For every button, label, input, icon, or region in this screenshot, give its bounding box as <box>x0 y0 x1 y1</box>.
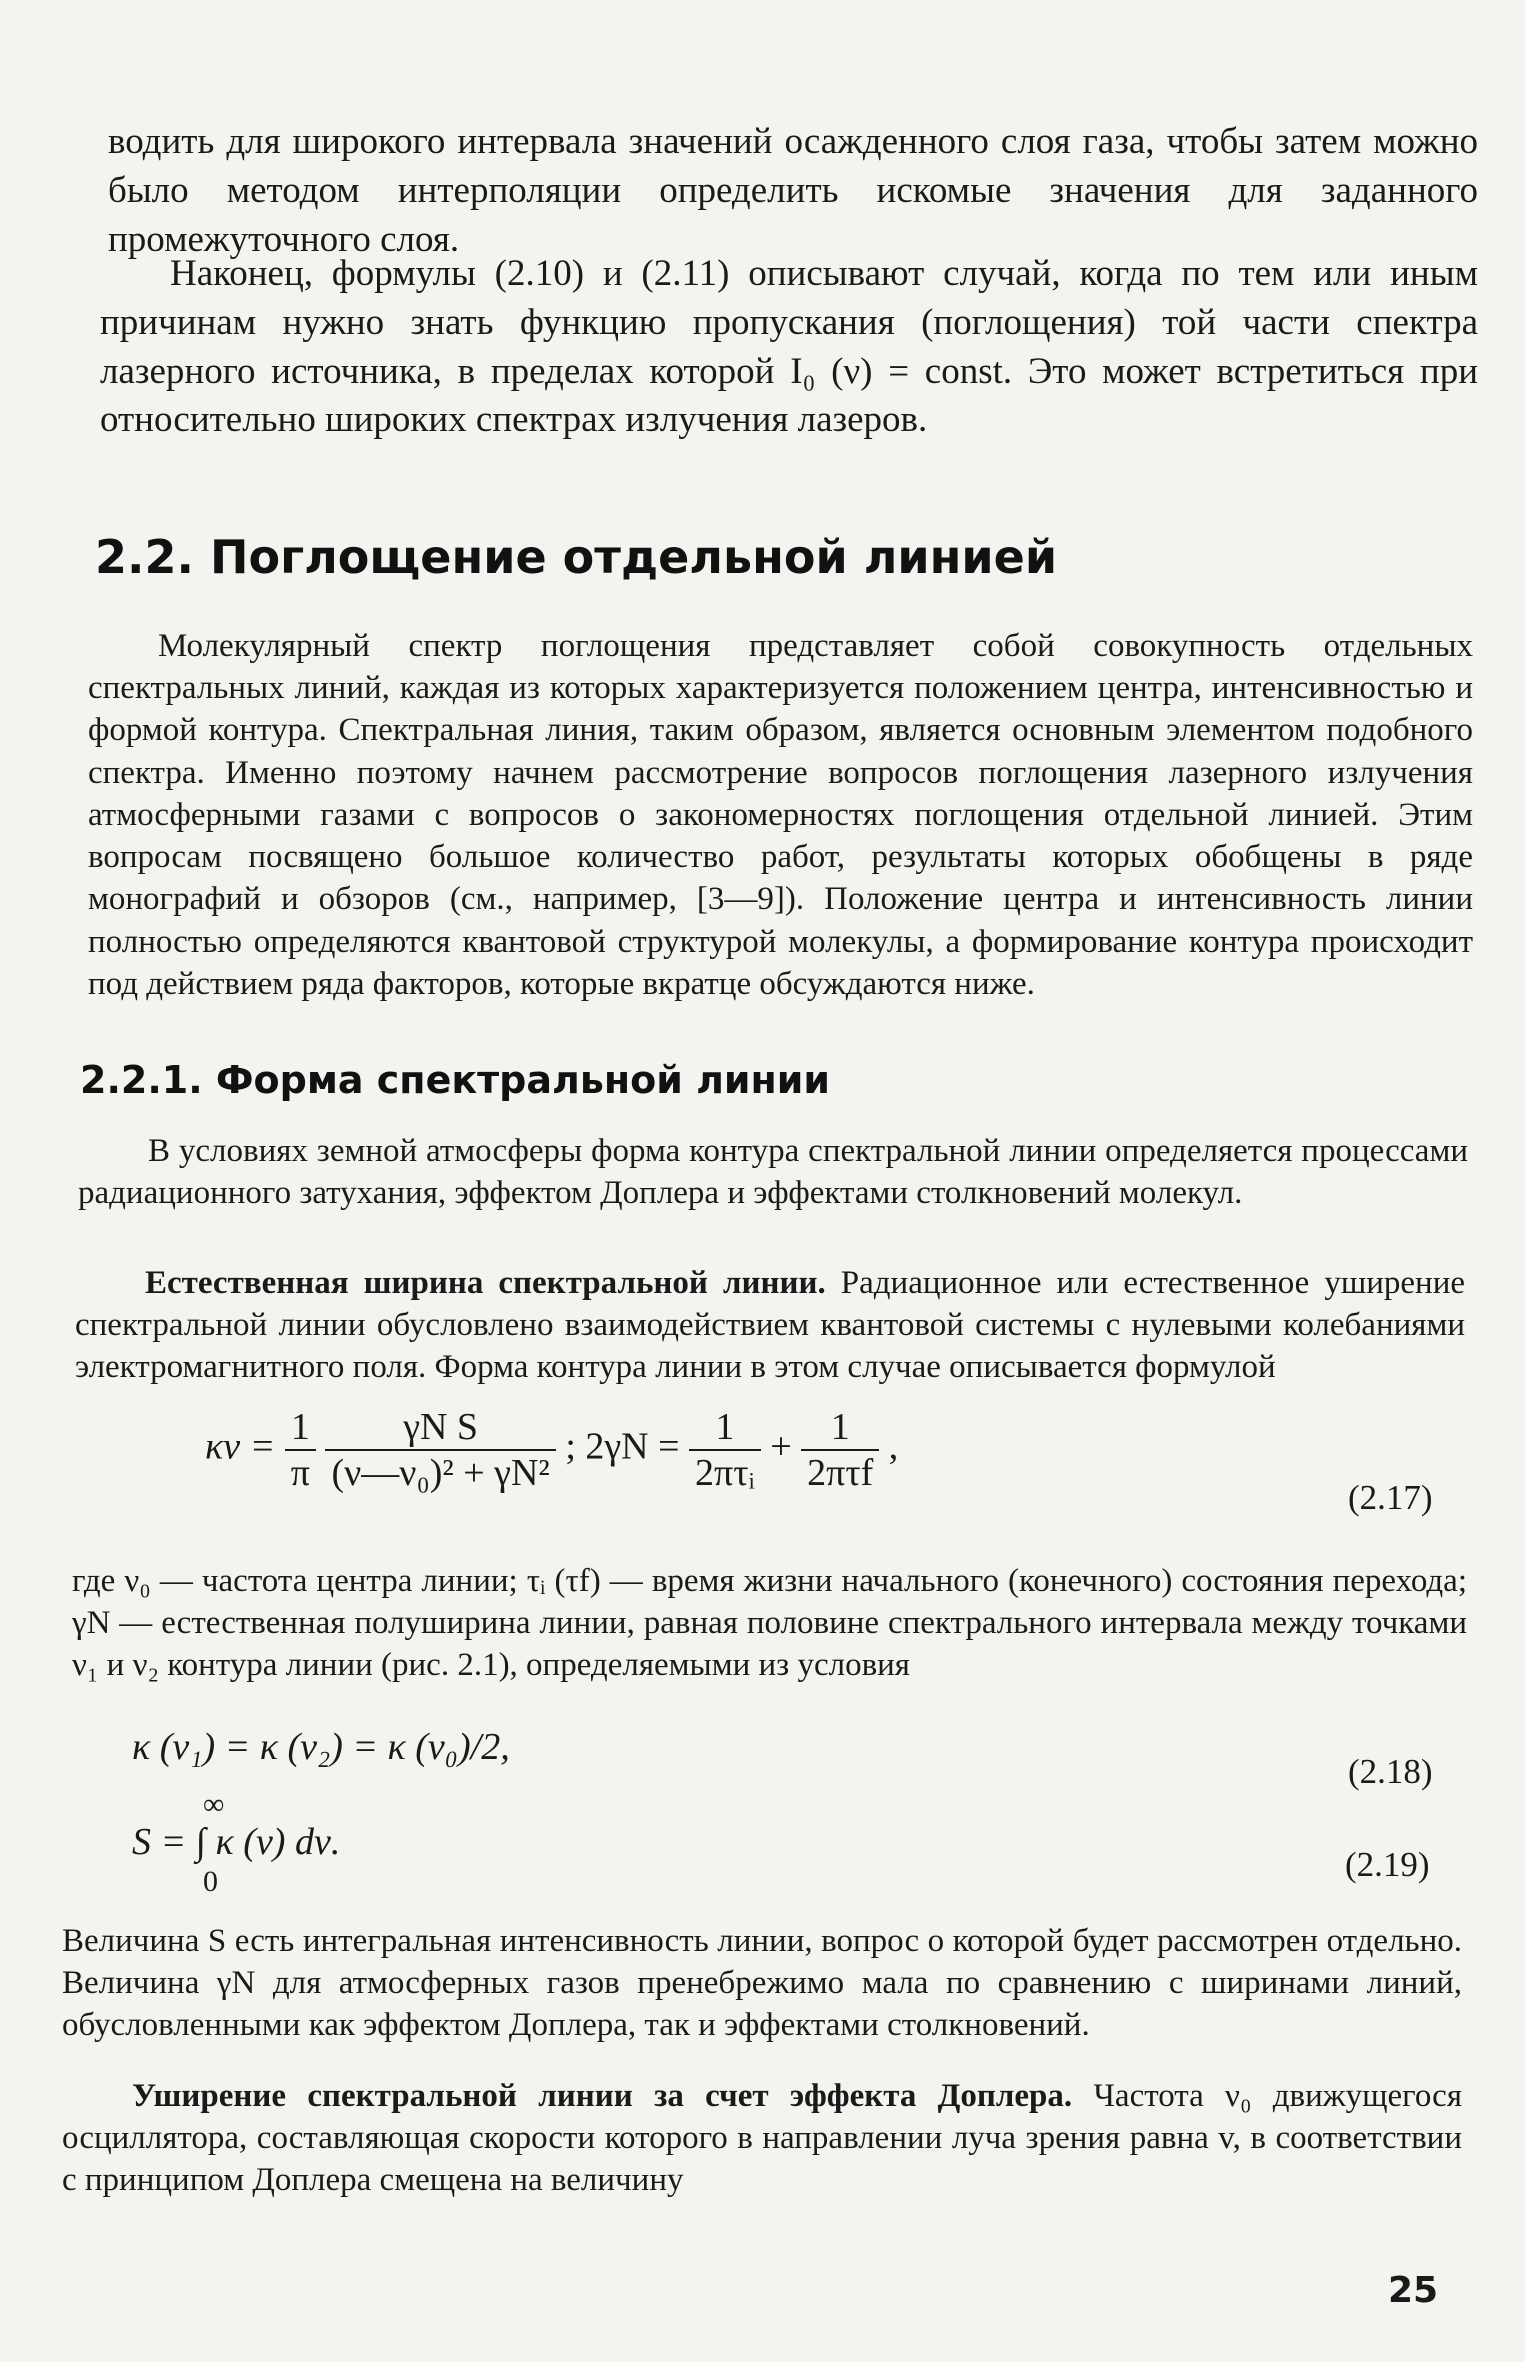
eq19-lower-limit: 0 <box>203 1865 218 1898</box>
equation-2-17 <box>205 1405 898 1495</box>
eq17-tail: , <box>888 1425 899 1468</box>
eq17-lhs: κν = <box>205 1425 276 1468</box>
paragraph-doppler <box>62 2075 1462 2202</box>
paragraph-molecular-spectrum: Молекулярный спектр поглощения представляет собой совокупность отдельных спектральных линий, каждая из которых характеризуется положением центра, интенсивностью и формой контура. Спектральная линия, таким образом, является основным элементом подобного спектра. Именно поэтому начнем рассмотрение вопросов поглощения лазерного излучения атмосферными газами с вопросов о закономерностях поглощения отдельной линией. Этим вопросам посвящено большое количество работ, результаты которых обобщены в ряде монографий и обзоров (см., например, [3—9]). Положение центра и интенсивность линии полностью определяются квантовой структурой молекулы, а формирование контура происходит под действием ряда факторов, которые вкратце обсуждаются ниже. <box>88 628 1473 1002</box>
paragraph-formulas: Наконец, формулы (2.10) и (2.11) описывают случай, когда по тем или иным причинам нужно знать функцию пропускания (поглощения) той части спектра лазерного источника, в пределах которой I₀ (ν) = const. Это может встретиться при относительно широких спектрах излучения лазеров. <box>100 253 1478 441</box>
section-heading: 2.2. Поглощение отдельной линией <box>95 530 1058 584</box>
paragraph-where: где ν₀ — частота центра линии; τᵢ (τf) — время жизни начального (конечного) состояния перехода; γN — естественная полуширина линии, равная половине спектрального интервала между точками ν₁ и ν₂ контура линии (рис. 2.1), определяемыми из условия <box>72 1563 1467 1684</box>
doppler-text: Частота ν₀ движущегося осциллятора, составляющая скорости которого в направлении луча зрения равна v, в соответствии с принципом Доплера смещена на величину <box>62 2078 1462 2199</box>
eq17-fraction-3: $\frac{1}{\text{2πτᵢ}}$ <box>689 1405 761 1495</box>
eq18-text: κ (ν₁) = κ (ν₂) = κ (ν₀)/2, <box>132 1726 510 1768</box>
natural-width-text: Радиационное или естественное уширение спектральной линии обусловлено взаимодействием квантовой системы с нулевыми колебаниями электромагнитного поля. Форма контура линии в этом случае описывается формулой <box>75 1265 1465 1386</box>
eq17-fraction-1: $\frac{1}{\pi}$ <box>285 1405 316 1495</box>
runin-natural-width: Естественная ширина спектральной линии. <box>145 1265 826 1301</box>
page-number: 25 <box>1388 2270 1439 2311</box>
runin-doppler: Уширение спектральной линии за счет эффекта Доплера. <box>132 2078 1073 2114</box>
equation-number-2-17: (2.17) <box>1348 1478 1433 1517</box>
paragraph-natural-width <box>75 1262 1465 1389</box>
eq17-plus: + <box>770 1425 792 1468</box>
equation-2-18 <box>132 1725 510 1769</box>
paragraph-integral-intensity: Величина S есть интегральная интенсивность линии, вопрос о которой будет рассмотрен отдельно. Величина γN для атмосферных газов пренебрежимо мала по сравнению с ширинами линий, обусловленными как эффектом Доплера, так и эффектами столкновений. <box>62 1923 1462 2044</box>
eq19-text: S = ∫ κ (ν) dν. <box>132 1821 341 1863</box>
paragraph-intro: водить для широкого интервала значений осажденного слоя газа, чтобы затем можно было методом интерполяции определить искомые значения для заданного промежуточного слоя. <box>108 121 1478 260</box>
equation-number-2-19: (2.19) <box>1345 1845 1430 1884</box>
equation-number-2-18: (2.18) <box>1348 1752 1433 1791</box>
eq17-mid: ; 2γN = <box>565 1425 680 1468</box>
eq17-fraction-4: $\frac{1}{\text{2πτf}}$ <box>801 1405 879 1495</box>
eq17-fraction-2: $\frac{\text{γN S}}{\text{(ν—ν₀)² + γN²}}$ <box>325 1405 555 1495</box>
eq19-upper-limit: ∞ <box>203 1788 225 1821</box>
paragraph-conditions: В условиях земной атмосферы форма контура спектральной линии определяется процессами радиационного затухания, эффектом Доплера и эффектами столкновений молекул. <box>78 1133 1468 1212</box>
subsection-heading: 2.2.1. Форма спектральной линии <box>80 1058 831 1102</box>
